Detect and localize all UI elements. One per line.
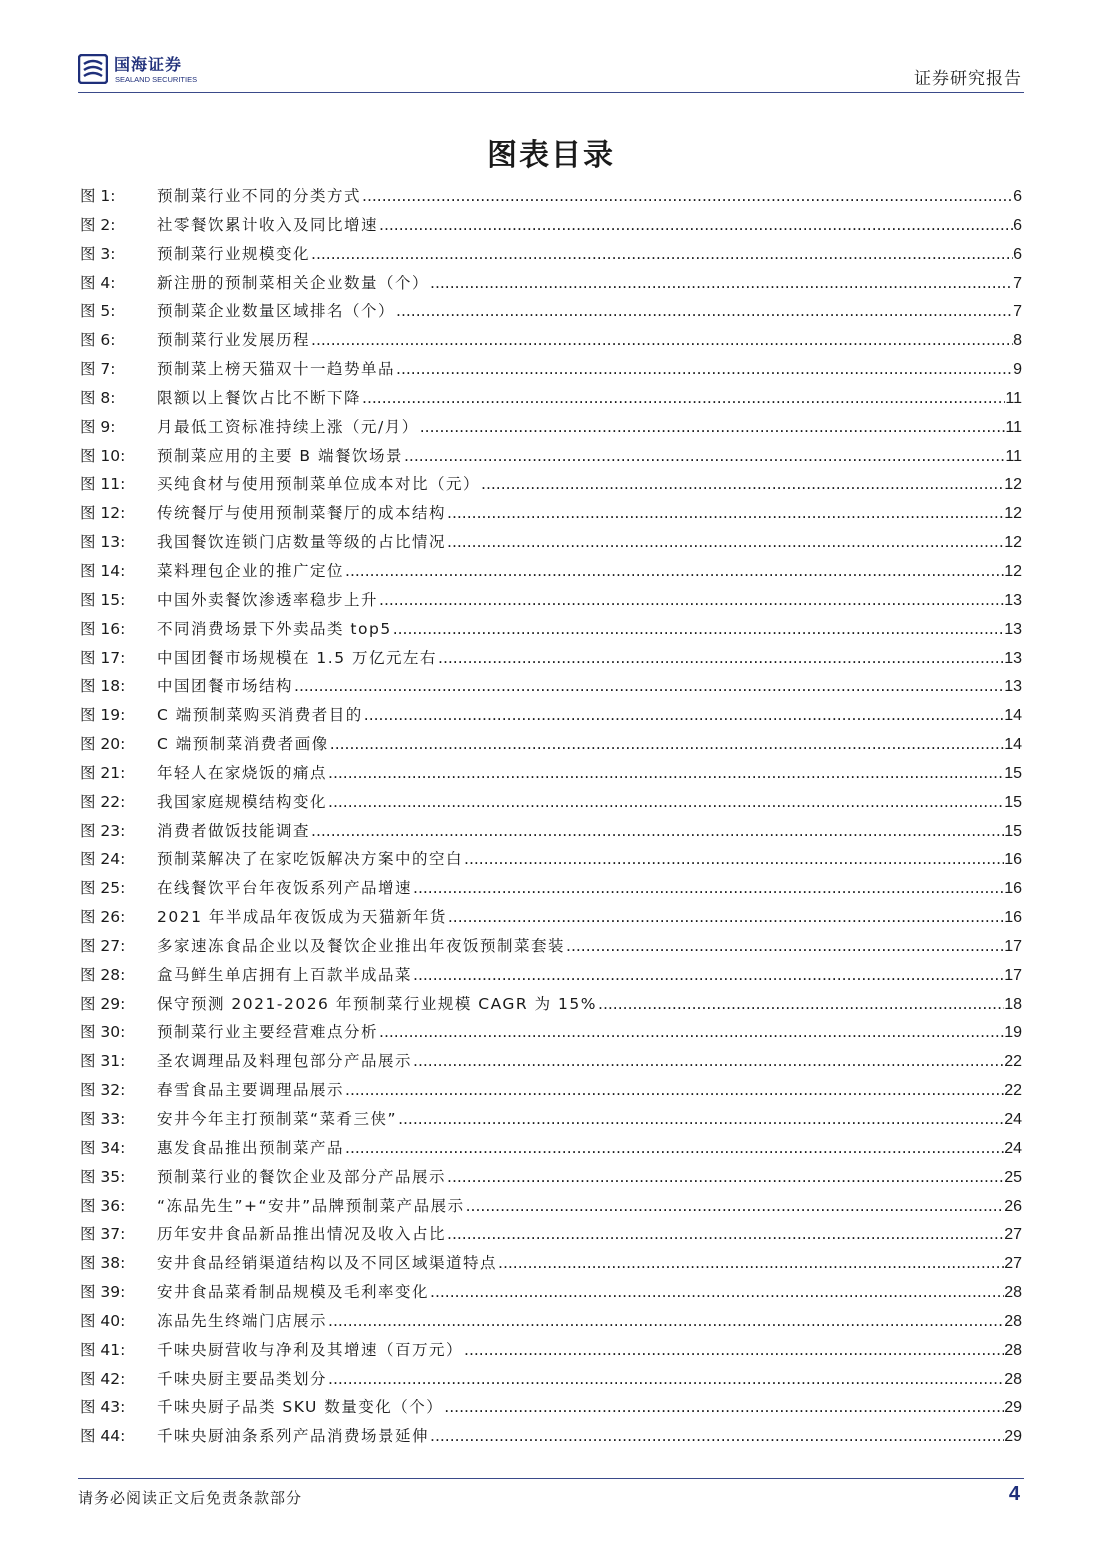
figure-page-number: 22 — [1004, 1082, 1022, 1100]
toc-entry[interactable] — [80, 903, 1022, 932]
dot-leader — [344, 557, 1004, 586]
toc-entry[interactable] — [80, 644, 1022, 673]
toc-entry[interactable] — [80, 211, 1022, 240]
figure-page-number: 28 — [1004, 1370, 1022, 1388]
figure-title: C 端预制菜购买消费者目的 — [157, 706, 363, 725]
figure-page-number: 29 — [1004, 1399, 1022, 1417]
figure-title: 月最低工资标准持续上涨（元/月） — [157, 417, 419, 436]
toc-entry-line — [157, 1220, 1022, 1250]
toc-entry-line — [157, 470, 1022, 500]
dot-leader — [363, 701, 1004, 730]
dot-leader — [378, 586, 1004, 615]
toc-entry[interactable] — [80, 1192, 1022, 1221]
toc-entry-line — [157, 413, 1022, 443]
toc-entry-line — [157, 297, 1022, 327]
figure-number: 图 6: — [80, 331, 116, 350]
figure-page-number: 24 — [1004, 1111, 1022, 1128]
disclaimer-note: 请务必阅读正文后免责条款部分 — [78, 1489, 303, 1507]
figure-title: 春雪食品主要调理品展示 — [157, 1081, 345, 1100]
figure-title: 预制菜行业发展历程 — [157, 331, 311, 350]
toc-entry-line — [157, 701, 1022, 731]
figure-title: 买纯食材与使用预制菜单位成本对比（元） — [157, 475, 481, 494]
toc-entry-line — [157, 1047, 1022, 1077]
figure-toc-list — [80, 182, 1022, 1451]
figure-page-number: 24 — [1004, 1139, 1022, 1157]
figure-title: 预制菜行业主要经营难点分析 — [157, 1023, 379, 1042]
toc-entry-line — [157, 759, 1022, 789]
figure-title: 年轻人在家烧饭的痛点 — [157, 763, 328, 782]
figure-page-number: 22 — [1004, 1053, 1022, 1071]
toc-entry[interactable] — [80, 730, 1022, 759]
toc-entry-line — [157, 672, 1022, 702]
dot-leader — [437, 644, 1004, 673]
figure-number: 图 14: — [80, 561, 126, 580]
figure-number: 图 23: — [80, 821, 126, 840]
dot-leader — [392, 615, 1005, 644]
figure-number: 图 9: — [80, 417, 116, 436]
toc-entry-line — [157, 1105, 1022, 1135]
toc-entry-line — [157, 355, 1022, 385]
dot-leader — [446, 1163, 1004, 1192]
figure-number: 图 18: — [80, 677, 126, 696]
figure-number: 图 16: — [80, 619, 126, 638]
toc-entry[interactable] — [80, 759, 1022, 788]
figure-title: 不同消费场景下外卖品类 top5 — [157, 619, 392, 638]
dot-leader — [327, 1365, 1004, 1394]
toc-entry-line — [157, 1307, 1022, 1337]
figure-number: 图 29: — [80, 994, 126, 1013]
figure-title: 预制菜应用的主要 B 端餐饮场景 — [157, 446, 403, 465]
dot-leader — [446, 528, 1004, 557]
figure-title: 千味央厨营收与净利及其增速（百万元） — [157, 1340, 464, 1359]
figure-page-number: 27 — [1004, 1226, 1022, 1244]
figure-title: 圣农调理品及料理包部分产品展示 — [157, 1052, 413, 1071]
figure-page-number: 16 — [1004, 880, 1022, 898]
figure-number: 图 40: — [80, 1311, 126, 1330]
dot-leader — [395, 297, 1013, 326]
toc-entry[interactable] — [80, 470, 1022, 499]
toc-entry-line — [157, 1134, 1022, 1164]
figure-title: 预制菜行业的餐饮企业及部分产品展示 — [157, 1167, 447, 1186]
figure-page-number: 17 — [1004, 966, 1022, 984]
dot-leader — [463, 1336, 1004, 1365]
dot-leader — [327, 788, 1004, 817]
dot-leader — [329, 730, 1004, 759]
dot-leader — [419, 413, 1006, 442]
toc-entry-line — [157, 586, 1022, 616]
toc-entry[interactable] — [80, 240, 1022, 269]
figure-page-number: 14 — [1004, 707, 1022, 725]
toc-entry[interactable] — [80, 1278, 1022, 1307]
figure-title: 在线餐饮平台年夜饭系列产品增速 — [157, 879, 413, 898]
figure-page-number: 16 — [1004, 851, 1022, 869]
figure-number: 图 36: — [80, 1196, 126, 1215]
dot-leader — [443, 1393, 1004, 1422]
dot-leader — [378, 211, 1013, 240]
figure-number: 图 34: — [80, 1138, 126, 1157]
toc-entry[interactable] — [80, 788, 1022, 817]
toc-entry-line — [157, 269, 1022, 299]
dot-leader — [480, 470, 1004, 499]
figure-number: 图 8: — [80, 388, 116, 407]
figure-page-number: 11 — [1005, 389, 1022, 407]
figure-title: 中国团餐市场结构 — [157, 677, 294, 696]
figure-title: 菜料理包企业的推广定位 — [157, 561, 345, 580]
figure-number: 图 12: — [80, 504, 126, 523]
figure-number: 图 32: — [80, 1081, 126, 1100]
toc-entry-line — [157, 1192, 1022, 1222]
page-header — [78, 48, 1024, 93]
dot-leader — [429, 1422, 1004, 1451]
figure-page-number: 28 — [1004, 1341, 1022, 1359]
toc-entry[interactable] — [80, 1307, 1022, 1336]
figure-number: 图 1: — [80, 187, 116, 205]
figure-number: 图 31: — [80, 1052, 126, 1071]
toc-entry[interactable] — [80, 615, 1022, 644]
figure-title: 预制菜企业数量区域排名（个） — [157, 302, 396, 321]
figure-number: 图 4: — [80, 273, 116, 292]
figure-number: 图 17: — [80, 648, 126, 667]
figure-title: 预制菜解决了在家吃饭解决方案中的空白 — [157, 850, 464, 869]
dot-leader — [293, 672, 1004, 701]
toc-entry[interactable] — [80, 326, 1022, 355]
figure-title: 限额以上餐饮占比不断下降 — [157, 388, 362, 407]
figure-title: 2021 年半成品年夜饭成为天猫新年货 — [157, 908, 447, 927]
toc-entry[interactable] — [80, 1249, 1022, 1278]
dot-leader — [395, 355, 1013, 384]
figure-title: 中国团餐市场规模在 1.5 万亿元左右 — [157, 648, 438, 667]
toc-entry[interactable] — [80, 297, 1022, 326]
toc-entry[interactable] — [80, 1163, 1022, 1192]
toc-entry-line — [157, 211, 1022, 241]
figure-page-number: 19 — [1004, 1024, 1022, 1042]
toc-entry[interactable] — [80, 269, 1022, 298]
toc-entry[interactable] — [80, 701, 1022, 730]
toc-entry[interactable] — [80, 874, 1022, 903]
figure-title: 传统餐厅与使用预制菜餐厅的成本结构 — [157, 504, 447, 523]
figure-page-number: 28 — [1004, 1312, 1022, 1330]
figure-number: 图 35: — [80, 1167, 126, 1186]
figure-title: 预制菜行业规模变化 — [157, 244, 311, 263]
toc-entry-line — [157, 182, 1022, 212]
dot-leader — [597, 990, 1004, 1019]
figure-title: 千味央厨子品类 SKU 数量变化（个） — [157, 1398, 444, 1417]
toc-entry-line — [157, 990, 1022, 1020]
figure-number: 图 26: — [80, 908, 126, 927]
figure-page-number: 27 — [1004, 1255, 1022, 1273]
toc-entry-line — [157, 1365, 1022, 1395]
figure-page-number: 12 — [1004, 476, 1022, 494]
figure-title: 预制菜行业不同的分类方式 — [157, 187, 362, 205]
dot-leader — [403, 442, 1005, 471]
figure-page-number: 13 — [1004, 591, 1022, 609]
dot-leader — [412, 1047, 1004, 1076]
toc-entry-line — [157, 240, 1022, 270]
logo-chinese-name: 国海证券 — [114, 55, 183, 74]
toc-entry-line — [157, 961, 1022, 991]
toc-entry-line — [157, 644, 1022, 674]
company-logo — [78, 52, 228, 88]
figure-page-number: 8 — [1013, 332, 1022, 350]
toc-entry[interactable] — [80, 1365, 1022, 1394]
toc-entry-line — [157, 817, 1022, 847]
figure-title: 千味央厨油条系列产品消费场景延伸 — [157, 1427, 430, 1446]
toc-entry-line — [157, 1336, 1022, 1366]
page-footer — [78, 1478, 1024, 1507]
figure-page-number: 28 — [1004, 1284, 1022, 1302]
dot-leader — [497, 1249, 1004, 1278]
page-number: 4 — [1008, 1483, 1020, 1505]
toc-entry[interactable] — [80, 1134, 1022, 1163]
dot-leader — [344, 1134, 1004, 1163]
figure-title: 我国家庭规模结构变化 — [157, 792, 328, 811]
toc-entry[interactable] — [80, 413, 1022, 442]
toc-entry[interactable] — [80, 961, 1022, 990]
figure-page-number: 26 — [1004, 1197, 1022, 1215]
toc-entry-line — [157, 874, 1022, 904]
dot-leader — [412, 961, 1004, 990]
figure-page-number: 18 — [1004, 995, 1022, 1013]
toc-entry-line — [157, 528, 1022, 558]
toc-entry[interactable] — [80, 355, 1022, 384]
figure-number: 图 13: — [80, 533, 126, 552]
toc-entry-line — [157, 442, 1022, 472]
toc-entry-line — [157, 788, 1022, 818]
toc-entry[interactable] — [80, 817, 1022, 846]
figure-page-number: 15 — [1004, 764, 1022, 782]
figure-page-number: 16 — [1004, 909, 1022, 927]
toc-entry-line — [157, 1076, 1022, 1106]
toc-entry-line — [157, 1018, 1022, 1048]
toc-entry[interactable] — [80, 442, 1022, 471]
figure-number: 图 11: — [80, 475, 126, 494]
dot-leader — [310, 240, 1013, 269]
figure-page-number: 11 — [1005, 447, 1022, 465]
toc-entry[interactable] — [80, 1076, 1022, 1105]
figure-number: 图 21: — [80, 763, 126, 782]
dot-leader — [397, 1105, 1004, 1134]
figure-page-number: 6 — [1013, 188, 1022, 205]
toc-entry-line — [157, 730, 1022, 760]
dot-leader — [310, 326, 1013, 355]
figure-title: 保守预测 2021-2026 年预制菜行业规模 CAGR 为 15% — [157, 994, 598, 1013]
figure-number: 图 3: — [80, 244, 116, 263]
figure-title: 冻品先生终端门店展示 — [157, 1311, 328, 1330]
figure-number: 图 10: — [80, 446, 126, 465]
toc-entry[interactable] — [80, 1393, 1022, 1422]
logo-english-name: SEALAND SECURITIES — [115, 75, 198, 84]
toc-entry-line — [157, 1422, 1022, 1452]
toc-entry[interactable] — [80, 1422, 1022, 1451]
toc-entry[interactable] — [80, 990, 1022, 1019]
figure-number: 图 37: — [80, 1225, 126, 1244]
figure-page-number: 15 — [1004, 822, 1022, 840]
toc-entry-line — [157, 903, 1022, 933]
toc-entry-line — [157, 1393, 1022, 1423]
figure-number: 图 42: — [80, 1369, 126, 1388]
figure-title: 安井食品经销渠道结构以及不同区域渠道特点 — [157, 1254, 498, 1273]
toc-entry[interactable] — [80, 384, 1022, 413]
figure-number: 图 25: — [80, 879, 126, 898]
toc-entry[interactable] — [80, 932, 1022, 961]
dot-leader — [378, 1018, 1004, 1047]
figure-title: 历年安井食品新品推出情况及收入占比 — [157, 1225, 447, 1244]
toc-entry[interactable] — [80, 1018, 1022, 1047]
toc-entry[interactable] — [80, 499, 1022, 528]
figure-page-number: 7 — [1013, 303, 1022, 321]
toc-entry[interactable] — [80, 1220, 1022, 1249]
dot-leader — [446, 1220, 1004, 1249]
dot-leader — [429, 1278, 1004, 1307]
figure-number: 图 44: — [80, 1427, 126, 1446]
figure-title: 社零餐饮累计收入及同比增速 — [157, 215, 379, 234]
dot-leader — [465, 1192, 1005, 1221]
dot-leader — [447, 903, 1004, 932]
dot-leader — [327, 759, 1004, 788]
dot-leader — [344, 1076, 1004, 1105]
figure-page-number: 15 — [1004, 793, 1022, 811]
toc-entry[interactable] — [80, 1047, 1022, 1076]
figure-number: 图 7: — [80, 360, 116, 379]
report-type-label: 证券研究报告 — [914, 69, 1022, 89]
figure-page-number: 12 — [1004, 505, 1022, 523]
toc-entry[interactable] — [80, 1336, 1022, 1365]
figure-title: “冻品先生”+“安井”品牌预制菜产品展示 — [157, 1196, 465, 1215]
toc-entry-line — [157, 1278, 1022, 1308]
figure-title: 千味央厨主要品类划分 — [157, 1369, 328, 1388]
figure-title: C 端预制菜消费者画像 — [157, 735, 329, 754]
dot-leader — [327, 1307, 1004, 1336]
figure-number: 图 43: — [80, 1398, 126, 1417]
sealand-logo-icon — [78, 54, 108, 84]
figure-title: 安井今年主打预制菜“菜肴三侠” — [157, 1110, 398, 1128]
dot-leader — [361, 384, 1005, 413]
figure-page-number: 13 — [1004, 620, 1022, 638]
figure-page-number: 6 — [1013, 216, 1022, 234]
toc-entry[interactable] — [80, 845, 1022, 874]
toc-entry-line — [157, 1163, 1022, 1193]
toc-entry-line — [157, 845, 1022, 875]
toc-entry-line — [157, 326, 1022, 356]
figure-page-number: 17 — [1004, 937, 1022, 955]
toc-entry[interactable] — [80, 182, 1022, 211]
figure-number: 图 20: — [80, 735, 126, 754]
toc-entry-line — [157, 499, 1022, 529]
figure-number: 图 2: — [80, 215, 116, 234]
dot-leader — [310, 817, 1004, 846]
figure-number: 图 30: — [80, 1023, 126, 1042]
figure-number: 图 27: — [80, 936, 126, 955]
figure-title: 消费者做饭技能调查 — [157, 821, 311, 840]
dot-leader — [565, 932, 1004, 961]
page-title: 图表目录 — [487, 138, 615, 173]
figure-page-number: 12 — [1004, 534, 1022, 552]
figure-number: 图 19: — [80, 706, 126, 725]
figure-title: 盒马鲜生单店拥有上百款半成品菜 — [157, 965, 413, 984]
toc-entry-line — [157, 932, 1022, 962]
figure-page-number: 6 — [1013, 245, 1022, 263]
figure-page-number: 9 — [1013, 361, 1022, 379]
toc-entry[interactable] — [80, 1105, 1022, 1134]
figure-page-number: 11 — [1005, 418, 1022, 436]
toc-entry[interactable] — [80, 586, 1022, 615]
dot-leader — [412, 874, 1004, 903]
figure-number: 图 24: — [80, 850, 126, 869]
figure-title: 预制菜上榜天猫双十一趋势单品 — [157, 360, 396, 379]
toc-entry-line — [157, 384, 1022, 414]
toc-entry-line — [157, 557, 1022, 587]
figure-page-number: 29 — [1004, 1428, 1022, 1446]
toc-entry-line — [157, 1249, 1022, 1279]
figure-title: 惠发食品推出预制菜产品 — [157, 1138, 345, 1157]
figure-title: 安井食品菜肴制品规模及毛利率变化 — [157, 1283, 430, 1302]
figure-number: 图 38: — [80, 1254, 126, 1273]
figure-page-number: 13 — [1004, 649, 1022, 667]
figure-title: 中国外卖餐饮渗透率稳步上升 — [157, 590, 379, 609]
figure-page-number: 14 — [1004, 736, 1022, 754]
figure-number: 图 39: — [80, 1283, 126, 1302]
figure-number: 图 5: — [80, 302, 116, 321]
dot-leader — [446, 499, 1004, 528]
figure-page-number: 7 — [1013, 274, 1022, 292]
figure-title: 我国餐饮连锁门店数量等级的占比情况 — [157, 533, 447, 552]
toc-entry[interactable] — [80, 557, 1022, 586]
toc-entry-line — [157, 615, 1022, 645]
figure-page-number: 12 — [1004, 562, 1022, 580]
toc-entry[interactable] — [80, 528, 1022, 557]
figure-number: 图 41: — [80, 1340, 126, 1359]
figure-number: 图 22: — [80, 792, 126, 811]
dot-leader — [429, 269, 1013, 298]
dot-leader — [463, 845, 1004, 874]
figure-page-number: 13 — [1004, 678, 1022, 696]
dot-leader — [361, 182, 1013, 211]
figure-title: 多家速冻食品企业以及餐饮企业推出年夜饭预制菜套装 — [157, 936, 566, 955]
figure-number: 图 33: — [80, 1110, 126, 1128]
figure-page-number: 25 — [1004, 1168, 1022, 1186]
figure-title: 新注册的预制菜相关企业数量（个） — [157, 273, 430, 292]
toc-entry[interactable] — [80, 672, 1022, 701]
figure-number: 图 28: — [80, 965, 126, 984]
figure-number: 图 15: — [80, 590, 126, 609]
